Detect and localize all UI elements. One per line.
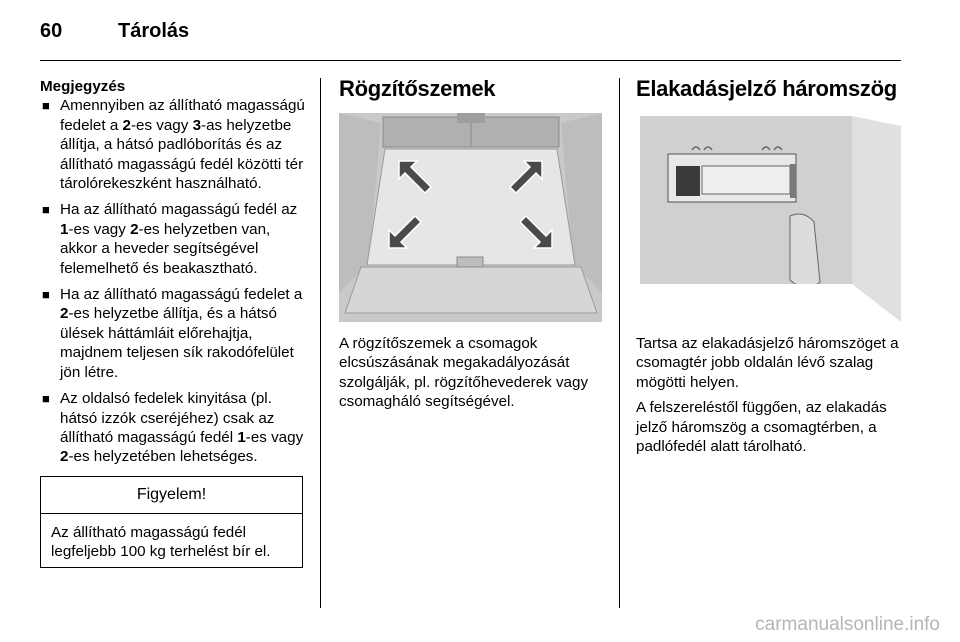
- note-text: Ha az állítható magasságú fedelet a: [60, 286, 303, 304]
- note-text: -es vagy: [245, 428, 304, 446]
- section-title-warning-triangle: Elakadásjelző háromszög: [636, 76, 897, 101]
- bullet-square-icon: ■: [42, 287, 50, 303]
- note-item: [40, 285, 308, 382]
- warning-triangle-text: [636, 334, 904, 462]
- warning-triangle-figure: [640, 116, 901, 322]
- warning-title: Figyelem!: [41, 477, 302, 514]
- section-title-tie-downs: Rögzítőszemek: [339, 76, 496, 101]
- warning-box: [40, 476, 303, 568]
- note-text: -es helyzetében lehetséges.: [68, 448, 258, 466]
- note-text: -es vagy: [68, 220, 131, 238]
- page-heading: Tárolás: [118, 20, 190, 42]
- bullet-square-icon: ■: [42, 202, 50, 218]
- position-number: 1: [60, 220, 69, 238]
- note-text: -as helyzetbe állítja, a hátsó padlóborítás és az állítható magasságú fedél közötti tér tárolórekeszként használható.: [60, 116, 304, 193]
- note-text: -es helyzetbe állítja, és a hátsó ülések háttámláit előrehajtja, majdnem teljesen sík rakodófelület jön létre.: [60, 305, 294, 381]
- note-title: Megjegyzés: [40, 78, 126, 95]
- trunk-illustration: [339, 113, 602, 322]
- position-number: 1: [237, 428, 246, 446]
- position-number: 2: [60, 305, 69, 323]
- paragraph-1: Tartsa az elakadásjelző háromszöget a csomagtér jobb oldalán lévő szalag mögötti helyen.: [636, 335, 899, 391]
- note-item: [40, 96, 308, 193]
- note-text: Amennyiben az állítható magasságú fedelet a: [60, 97, 305, 134]
- tie-down-caption: A rögzítőszemek a csomagok elcsúszásának megakadályozását szolgálják, pl. rögzítőhevederek vagy csomagháló segítségével.: [339, 335, 589, 411]
- bullet-square-icon: ■: [42, 391, 50, 407]
- bullet-square-icon: ■: [42, 98, 50, 114]
- column-divider-2: [619, 78, 620, 608]
- position-number: 2: [122, 116, 131, 134]
- note-column: [40, 77, 308, 474]
- note-list: [40, 96, 308, 466]
- watermark: carmanualsonline.info: [755, 614, 940, 635]
- position-number: 3: [192, 116, 202, 134]
- note-text: -es vagy: [130, 116, 193, 134]
- note-item: [40, 200, 308, 278]
- header-rule: [40, 60, 901, 61]
- paragraph-2: A felszereléstől függően, az elakadás jelző háromszög a csomagtérben, a padlófedél alatt tárolható.: [636, 399, 887, 456]
- page-number: 60: [40, 20, 63, 42]
- trunk-tie-down-figure: [339, 113, 602, 322]
- column-divider-1: [320, 78, 321, 608]
- warning-text: Az állítható magasságú fedél legfeljebb 100 kg terhelést bír el.: [51, 524, 271, 561]
- note-text: Ha az állítható magasságú fedél az: [60, 201, 298, 219]
- page-header: [0, 0, 960, 62]
- note-text: -es helyzetben van, akkor a heveder segítségével felemelhető és beakasztható.: [60, 220, 271, 277]
- position-number: 2: [130, 220, 139, 238]
- position-number: 2: [60, 448, 69, 466]
- note-item: [40, 389, 308, 467]
- note-text: Az oldalsó fedelek kinyitása (pl. hátsó izzók cseréjéhez) csak az állítható magasságú fedél: [60, 390, 275, 446]
- trunk-side-illustration: [640, 116, 901, 322]
